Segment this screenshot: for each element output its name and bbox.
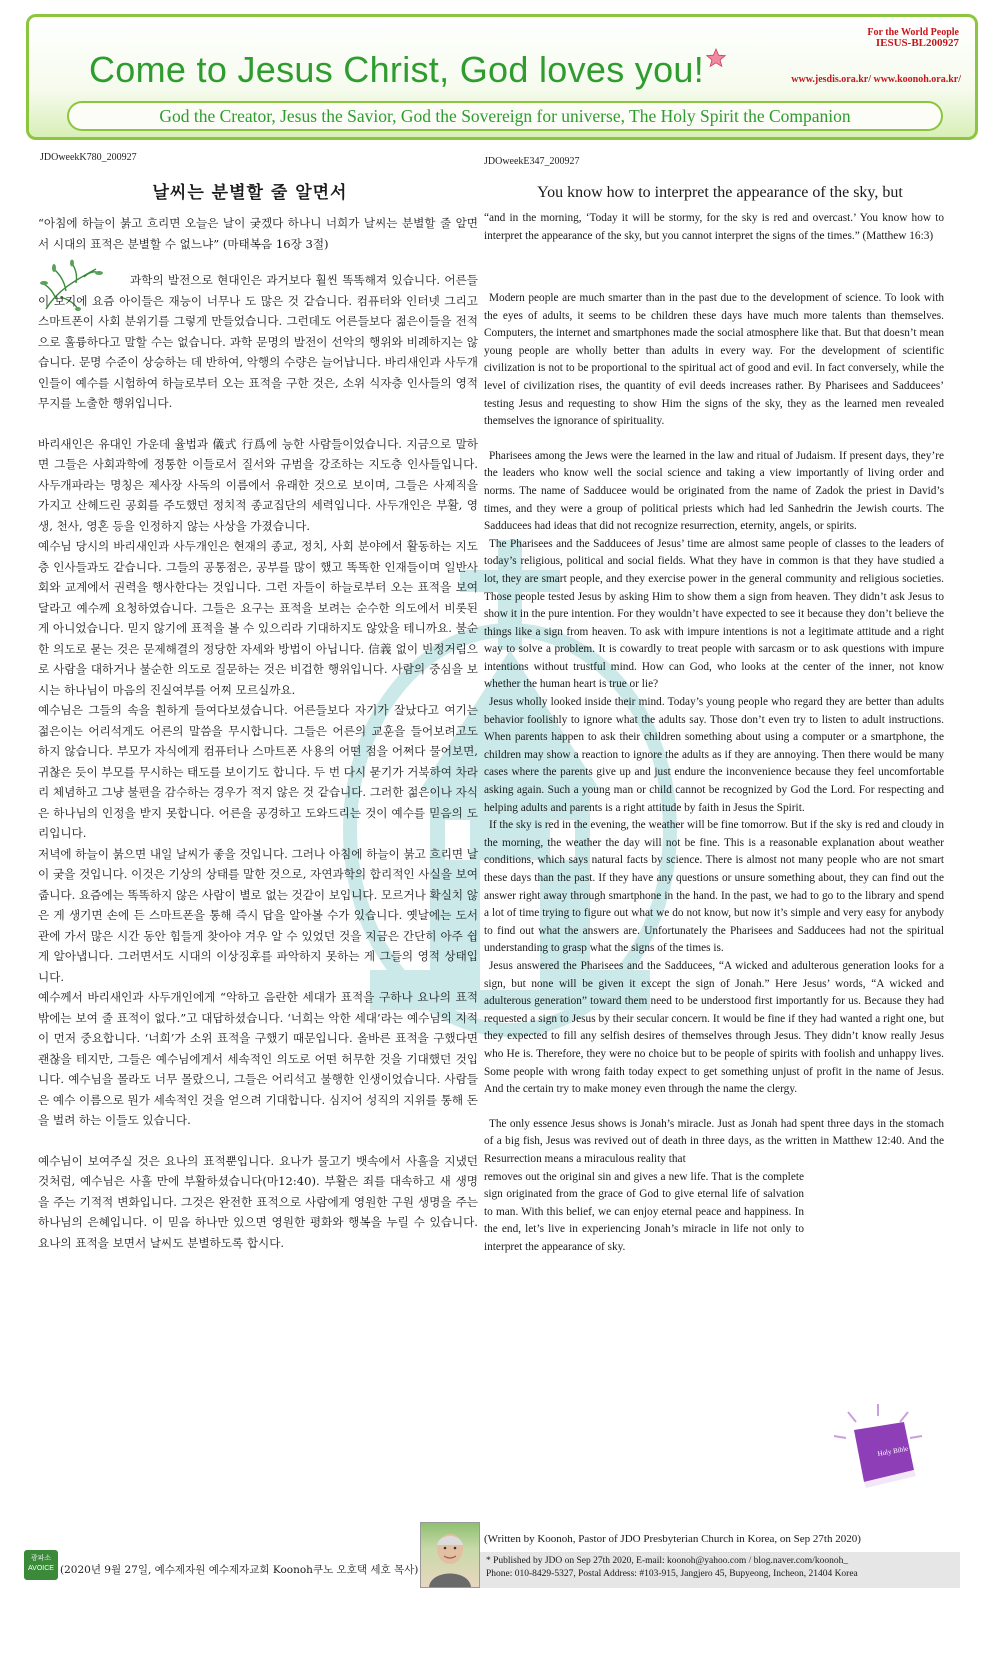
korean-signature: (2020년 9월 27일, 예수제자원 예수제자교회 Koonoh쿠노 오호택 세호 목사) [60,1564,419,1576]
english-paragraph-3: The Pharisees and the Sadducees of Jesus’ time are almost same people of classes to the leaders of today’s religious, political and social fields. What they have in common is that they have studied a lot, they are smart people, and they exercise power in the general community and religious societies. Those people tested Jesus by asking Him to show them a sign from heaven. They didn’t ask Jesus to show it in the pure intention. For they wouldn’t have expected to see it because they don’t believe the things like a sign from heaven. To ask with impure intentions is not a legitimate attitude and a right way to solve a problem. It is cowardly to treat people with sarcasm or to ask questions with impure intentions without trustful mind. How can God, who looks at the center of the inner, not know whether the human heart is true or lie? [484,537,944,691]
english-doc-id: JDOweekE347_200927 [484,156,580,167]
korean-verse: “아침에 하늘이 붉고 흐리면 오늘은 날이 궂겠다 하나니 너희가 날씨는 분별할 줄 알면서 시대의 표적은 분별할 수 없느냐” (마태복음 16장 3절) [38,216,478,251]
top-right-line1: For the World People [867,27,959,38]
header-banner [26,14,978,140]
english-paragraph-5: If the sky is red in the evening, the weather will be fine tomorrow. But if the sky is red and cloudy in the morning, the weather the day will not be fine. This is a reasonable explanation about weather conditions, which says natural facts by science. There is almost not many people who are not smart these days than the past. If they have any questions or unsure something about, they can find out the answer right away through smartphone in the hand. In the past, we had to go to the library and spend a lot of time trying to figure out what we do not know, but now it’s simple and very easy for anybody to find out what the answers are. Unfortunately the Pharisees and Sadducees had not the spiritual understanding to grasp what the signs of the times is. [484,819,944,955]
korean-doc-id: JDOweekK780_200927 [40,152,137,163]
author-avatar [420,1522,480,1588]
publisher-line-1: * Published by JDO on Sep 27th 2020, E-mail: koonoh@yahoo.com / blog.naver.com/koonoh_ [486,1556,849,1566]
korean-paragraph-3: 예수님 당시의 바리새인과 사두개인은 현재의 종교, 정치, 사회 분야에서 활동하는 지도층 인사들과도 같습니다. 그들의 공통점은, 공부를 많이 했고 똑똑한 인재들이며 일반사회와 교계에서 권력을 행사한다는 것입니다. 그런 자들이 하늘로부터 오는 표적을 보여달라고 예수께 요청하였습니다. 그들은 요구는 표적을 보려는 순수한 의도에서 비롯된 게 아니었습니다. 믿지 않기에 표적을 볼 수 있으리라 기대하지도 않았을 테니까요. 불순한 의도로 묻는 것은 문제해결의 정당한 자세와 방법이 아닙니다. 信義 없이 빈정거림으로 사람을 대하거나 불순한 의도로 질문하는 것은 비겁한 행위입니다. 사람의 중심을 보시는 하나님이 마음의 진실여부를 어찌 모르실까요. [38,539,478,697]
korean-body [38,270,478,1253]
korean-paragraph-4: 예수님은 그들의 속을 훤하게 들여다보셨습니다. 어른들보다 자기가 잘났다고 여기는 젊은이는 어리석게도 어른의 말씀을 무시합니다. 그들은 어른의 교훈을 들어보려고도 하지 않습니다. 부모가 자식에게 컴퓨터나 스마트폰 사용의 어떤 점을 어쩌다 물어보면, 귀찮은 듯이 부모를 무시하는 태도를 보이기도 합니다. 두 번 다시 묻기가 거북하여 차라리 체념하고 그냥 불편을 감수하는 경우가 적지 않은 것 같습니다. 그러한 젊은이나 자식은 하나님의 인정을 받지 못합니다. 어른을 공경하고 도와드리는 것이 예수를 믿음의 도리입니다. [38,703,478,840]
top-right-code: IESUS-BL200927 [875,37,959,49]
bible-label: Holy Bible [876,1444,909,1458]
written-by: (Written by Koonoh, Pastor of JDO Presbyterian Church in Korea, on Sep 27th 2020) [484,1533,861,1545]
publisher-info [480,1552,960,1588]
korean-paragraph-2: 바리새인은 유대인 가운데 율법과 儀式 行爲에 능한 사람들이었습니다. 지금으로 말하면 그들은 사회과학에 정통한 이들로서 질서와 규범을 강조하는 지도층 인사들입니다. 사두개파라는 명칭은 제사장 사독의 이름에서 유래한 것으로 보이며, 그들은 사제직을 가지고 산헤드린 공회를 주도했던 정치적 종교집단의 세력입니다. 사두개인은 부활, 영생, 천사, 영혼 등을 인정하지 않는 사상을 가졌습니다. [38,436,478,533]
publisher-line-2: Phone: 010-8429-5327, Postal Address: #103-915, Jangjero 45, Bupyeong, Incheon, 21404 Korea [486,1569,858,1579]
website-urls[interactable]: www.jesdis.ora.kr/ www.koonoh.ora.kr/ [791,74,961,85]
avoice-logo: 광파소 AVOICE [24,1550,58,1580]
english-paragraph-7a: The only essence Jesus shows is Jonah’s miracle. Just as Jonah had spent three days in the stomach of a big fish, Jesus was revived out of death in three days, as the written in Matthew 12:40. And the Resurrection means a miraculous reality that [484,1117,944,1165]
english-paragraph-1: Modern people are much smarter than in the past due to the development of science. To look with the eyes of adults, it seems to be children these days have much more talents than themselves. Computers, the internet and smartphones made the social atmosphere like that. But that doesn’t mean young people are wholly better than adults in every way. For the development of scientific civilization is not to be proportional to the spiritual act of good and evil. In fact conversely, while the level of civilization rises, the quantity of evil deeds increases rather. By Pharisees and Sadducees’ testing Jesus and requesting to show Him the signs of the sky, they as the learned men revealed themselves the ignorance of spirituality. [484,292,944,428]
korean-paragraph-1: 과학의 발전으로 현대인은 과거보다 훨씬 똑똑해져 있습니다. 어른들이 보기에 요즘 아이들은 재능이 너무나 도 많은 것 같습니다. 컴퓨터와 인터넷 그리고 스마트폰이 사회 분위기를 그렇게 만들었습니다. 그런데도 어른들보다 젊은이들을 전적으로 훌륭하다고 말할 수는 없습니다. 과학 문명의 발전이 선악의 행위와 비례하지는 않습니다. 문명 수준이 상승하는 데 반하여, 악행의 수량은 늘어납니다. 바리새인과 사두개인들이 예수를 시험하여 하늘로부터 오는 표적을 구한 것은, 소위 식자층 인사들의 영적 무지를 노출한 행위입니다. [38,273,478,410]
top-right-tag [867,27,959,49]
english-verse: “and in the morning, ‘Today it will be stormy, for the sky is red and overcast.’ You know how to interpret the appearance of the sky, but you cannot interpret the signs of the times.” (Matthew 16:3) [484,212,944,242]
star-icon [706,48,726,68]
english-body [484,290,944,1256]
english-paragraph-4: Jesus wholly looked inside their mind. Today’s young people who regard they are better than adults behavior foolishly to ignore what the adults say. Those don’t even try to listen to adult instructions. When parents happen to ask their children something about using a computer or a smartphone, the children may show a reaction to ignore the adults as if they are annoying. Then there would be many cases where the parents give up and just endure the inconvenience because they feel uncomfortable asking again. Such a young man or child cannot be recognized by God the Lord. For respecting and helping adults and parents is a right attitude by faith in Jesus the Spirit. [484,696,944,814]
subtitle-bar: God the Creator, Jesus the Savior, God the Sovereign for universe, The Holy Spirit the Companion [67,101,943,131]
english-title: You know how to interpret the appearance of the sky, but [537,184,903,201]
english-paragraph-7b: removes out the original sin and gives a new life. That is the complete sign originated from the grace of God to give eternal life of salvation to man. With this belief, we can enjoy eternal peace and happiness. In the end, let’s live in experiencing Jonah’s miracle in life not only to interpret the appearance of sky. [484,1170,804,1253]
person-icon [421,1523,479,1587]
page-title: Come to Jesus Christ, God loves you! [89,49,705,90]
korean-title: 날씨는 분별할 줄 알면서 [152,183,348,203]
korean-paragraph-5: 저녁에 하늘이 붉으면 내일 날씨가 좋을 것입니다. 그러나 아침에 하늘이 붉고 흐리면 날이 궂을 것입니다. 이것은 기상의 상태를 말한 것으로, 자연과학의 합리적인 사실을 보여줍니다. 요즘에는 똑똑하지 않은 사람이 별로 없는 것같이 보입니다. 모르거나 확실치 않은 게 생기면 손에 든 스마트폰을 통해 즉시 답을 알아볼 수가 있습니다. 옛날에는 도서관에 가서 많은 시간 동안 힘들게 찾아야 겨우 알 수 있었던 것을 지금은 간단히 아주 쉽게 알아냅니다. 그러면서도 시대의 이상징후를 파악하지 못하는 게 그들의 영적 상태입니다. [38,846,478,984]
bible-icon [826,1400,930,1490]
korean-paragraph-6: 예수께서 바리새인과 사두개인에게 “악하고 음란한 세대가 표적을 구하나 요나의 표적 밖에는 보여 줄 표적이 없다.”고 대답하셨습니다. ‘너희는 악한 세대’라는 예수님의 지적이 먼저 중요합니다. ‘너희’가 소위 표적을 구했기 때문입니다. 올바른 표적을 구했다면 괜찮을 테지만, 그들은 예수님에게서 세속적인 의도로 어떤 허무한 것을 기대했던 것입니다. 예수님을 몰라도 너무 몰랐으니, 그들은 어리석고 불행한 인생이었습니다. 사람들은 예수 이름으로 뭔가 세속적인 것을 얻으려 기대합니다. 심지어 성직의 지위를 통해 돈을 벌려 하는 이들도 있습니다. [38,990,478,1127]
english-paragraph-2: Pharisees among the Jews were the learned in the law and ritual of Judaism. If present days, they’re the leaders who know well the social science and taking a view importantly of living order and norms. The name of Sadducee would be originated from the name of Zadok the priest in David’s times, and they were a group of political priests which had led Sanhedrin the Jewish courts. The Sadducees had ideas that did not recognize resurrection, eternity, angels, or spirits. [484,449,944,533]
korean-paragraph-7: 예수님이 보여주실 것은 요나의 표적뿐입니다. 요나가 물고기 뱃속에서 사흘을 지냈던 것처럼, 예수님은 사흘 만에 부활하셨습니다(마12:40). 부활은 죄를 대속하고 새 생명을 주는 기적적 변화입니다. 그것은 완전한 표적으로 사람에게 영원한 구원 생명을 주는 하나님의 은혜입니다. 이 믿음 하나만 있으면 영원한 평화와 행복을 누릴 수 있습니다. 요나의 표적을 보면서 날씨도 분별하도록 합시다. [38,1153,478,1250]
english-paragraph-6: Jesus answered the Pharisees and the Sadducees, “A wicked and adulterous generation looks for a sign, but none will be given it except the sign of Jonah.” Here Jesus’ words, “A wicked and adulterous generation” toward them need to be understood first importantly for us. Because they had requested a sign to Jesus by their secular concern. It would be fine if they had wanted a right one, but they expected to fill any selfish desires of themselves through Jesus. They didn’t know really Jesus who He is. Therefore, they were no choice but to be people of spirits with foolish and unhappy lives. Some people with wrong faith today expect to get something unjust of profit in the name of Jesus. And the certain try to make money even through the name the clergy. [484,959,944,1096]
